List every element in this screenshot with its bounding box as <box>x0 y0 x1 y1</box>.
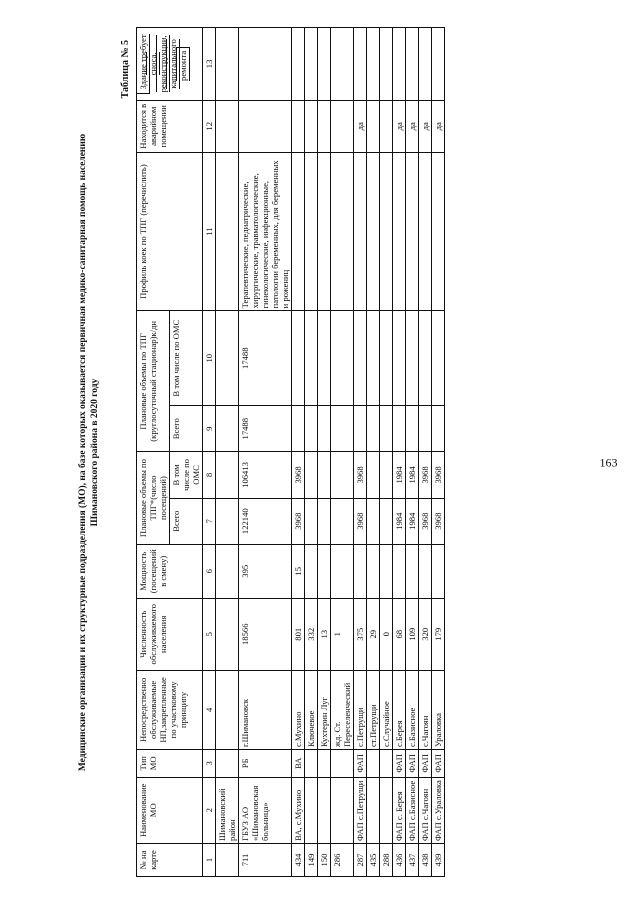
cell-c11: Терапевтические, педиатрические, хирургические, травматологические, гинекологические, инфекционные, патологии беременных, для беременных и рожениц <box>239 152 292 311</box>
cell-c4: с.Случайное <box>380 670 393 749</box>
cell-c3 <box>305 750 318 778</box>
cell-c10 <box>367 311 380 406</box>
cell-c9 <box>305 406 318 452</box>
cell-c9 <box>380 406 393 452</box>
cell-c10 <box>406 311 419 406</box>
table-row <box>380 28 393 877</box>
cell-c4: жд. Ст. Переселенческий <box>331 670 354 749</box>
cell-c9 <box>432 406 445 452</box>
cell-c11 <box>432 152 445 311</box>
cell-c5: 29 <box>367 598 380 670</box>
cell-c3 <box>318 750 331 778</box>
col-num: 4 <box>203 670 216 749</box>
cell-c7 <box>318 498 331 544</box>
cell-c9 <box>216 406 239 452</box>
cell-c12 <box>292 100 305 152</box>
header-emergency-premises: Находится в аварийном помещении <box>137 100 203 152</box>
cell-c12 <box>239 100 292 152</box>
header-inpatient-total: Всего <box>170 406 203 452</box>
cell-c13 <box>393 28 406 101</box>
cell-c7 <box>367 498 380 544</box>
cell-c13 <box>318 28 331 101</box>
cell-c10 <box>419 311 432 406</box>
cell-c4: с.Мухино <box>292 670 305 749</box>
cell-c12: да <box>406 100 419 152</box>
table-label: Таблица № 5 <box>120 40 131 99</box>
cell-c12 <box>216 100 239 152</box>
cell-c7: 1984 <box>406 498 419 544</box>
cell-c7 <box>380 498 393 544</box>
table-row <box>393 28 406 877</box>
cell-c7: 3968 <box>419 498 432 544</box>
table-row <box>406 28 419 877</box>
cell-c1: 434 <box>292 843 305 876</box>
header-population: Численность обслуживаемого населения <box>137 598 203 670</box>
cell-c10 <box>216 311 239 406</box>
table-row <box>419 28 432 877</box>
cell-c11 <box>216 152 239 311</box>
cell-c7: 3968 <box>292 498 305 544</box>
cell-c2: ФАП с.Ураловка <box>432 777 445 843</box>
cell-c13 <box>216 28 239 101</box>
cell-c8: 3968 <box>354 452 367 498</box>
cell-c9 <box>419 406 432 452</box>
cell-c6 <box>331 544 354 598</box>
col-num: 6 <box>203 544 216 598</box>
cell-c8: 3968 <box>419 452 432 498</box>
cell-c12: да <box>354 100 367 152</box>
cell-c11 <box>354 152 367 311</box>
cell-c5: 1 <box>331 598 354 670</box>
cell-c1: 286 <box>331 843 354 876</box>
col-num: 12 <box>203 100 216 152</box>
medical-organizations-table <box>136 27 445 877</box>
cell-c11 <box>419 152 432 311</box>
header-visits-total: Всего <box>170 498 203 544</box>
cell-c4 <box>216 670 239 749</box>
cell-c4: ст.Петрущи <box>367 670 380 749</box>
cell-c9: 17488 <box>239 406 292 452</box>
cell-c2 <box>380 777 393 843</box>
cell-c1: 435 <box>367 843 380 876</box>
cell-c4: с.Петрущи <box>354 670 367 749</box>
cell-c3: ФАП <box>393 750 406 778</box>
column-numbers-row <box>203 28 216 877</box>
cell-c7: 1984 <box>393 498 406 544</box>
table-row <box>239 28 292 877</box>
cell-c2: ФАП с.Петрущи <box>354 777 367 843</box>
cell-c13 <box>367 28 380 101</box>
cell-c11 <box>406 152 419 311</box>
table-row <box>292 28 305 877</box>
header-needs-repair <box>137 28 203 101</box>
table-row <box>331 28 354 877</box>
cell-c4: Ключевое <box>305 670 318 749</box>
table-row <box>305 28 318 877</box>
header-mo-type: Тип МО <box>137 750 203 778</box>
cell-c1: 711 <box>239 843 292 876</box>
cell-c1: 288 <box>380 843 393 876</box>
cell-c2: ВА, с.Мухино <box>292 777 305 843</box>
cell-c13 <box>239 28 292 101</box>
cell-c3: ФАП <box>406 750 419 778</box>
cell-c5: 320 <box>419 598 432 670</box>
cell-c8: 1984 <box>406 452 419 498</box>
cell-c7: 3968 <box>432 498 445 544</box>
cell-c2: Шимановский район <box>216 777 239 843</box>
cell-c13 <box>406 28 419 101</box>
cell-c6 <box>216 544 239 598</box>
cell-c3: ВА <box>292 750 305 778</box>
cell-c6 <box>354 544 367 598</box>
header-bed-profile: Профиль коек по ТПГ (перечислить) <box>137 152 203 311</box>
cell-c6: 395 <box>239 544 292 598</box>
cell-c2: ФАП с.Чагоян <box>419 777 432 843</box>
cell-c5: 18566 <box>239 598 292 670</box>
cell-c9 <box>393 406 406 452</box>
cell-c1: 437 <box>406 843 419 876</box>
cell-c8 <box>331 452 354 498</box>
cell-c8 <box>367 452 380 498</box>
cell-c2 <box>305 777 318 843</box>
cell-c4: с.Чагоян <box>419 670 432 749</box>
cell-c10 <box>380 311 393 406</box>
cell-c13 <box>305 28 318 101</box>
cell-c7 <box>331 498 354 544</box>
cell-c3: ФАП <box>432 750 445 778</box>
header-capacity: Мощность (посещений в смену) <box>137 544 203 598</box>
cell-c2 <box>331 777 354 843</box>
cell-c12: да <box>419 100 432 152</box>
page-number: 163 <box>599 455 618 470</box>
cell-c12 <box>380 100 393 152</box>
col-num: 2 <box>203 777 216 843</box>
cell-c2: ФАП с.Базисное <box>406 777 419 843</box>
cell-c1 <box>216 843 239 876</box>
cell-c6 <box>305 544 318 598</box>
cell-c12 <box>305 100 318 152</box>
col-num: 9 <box>203 406 216 452</box>
cell-c12 <box>367 100 380 152</box>
cell-c10 <box>305 311 318 406</box>
cell-c12 <box>318 100 331 152</box>
cell-c3: РБ <box>239 750 292 778</box>
cell-c4: с.Базисное <box>406 670 419 749</box>
cell-c11 <box>393 152 406 311</box>
cell-c10 <box>331 311 354 406</box>
cell-c1: 149 <box>305 843 318 876</box>
cell-c4: с.Берея <box>393 670 406 749</box>
cell-c10 <box>432 311 445 406</box>
cell-c5: 375 <box>354 598 367 670</box>
cell-c12: да <box>432 100 445 152</box>
cell-c10 <box>318 311 331 406</box>
cell-c13 <box>292 28 305 101</box>
cell-c8: 3968 <box>432 452 445 498</box>
cell-c6: 15 <box>292 544 305 598</box>
cell-c3 <box>380 750 393 778</box>
cell-c13 <box>354 28 367 101</box>
cell-c6 <box>393 544 406 598</box>
header-planned-visits: Плановые объемы по ТПГ*(число посещений) <box>137 452 170 545</box>
cell-c3: ФАП <box>354 750 367 778</box>
header-row <box>137 28 170 877</box>
col-num: 7 <box>203 498 216 544</box>
cell-c9 <box>318 406 331 452</box>
table-row <box>216 28 239 877</box>
cell-c2 <box>318 777 331 843</box>
cell-c13 <box>432 28 445 101</box>
table-row <box>367 28 380 877</box>
col-num: 1 <box>203 843 216 876</box>
cell-c7: 3968 <box>354 498 367 544</box>
header-inpatient-oms: В том числе по ОМС <box>170 311 203 406</box>
col-num: 13 <box>203 28 216 101</box>
cell-c6 <box>367 544 380 598</box>
cell-c8 <box>318 452 331 498</box>
cell-c2: ГБУЗ АО «Шимановская больница» <box>239 777 292 843</box>
cell-c9 <box>367 406 380 452</box>
cell-c7 <box>216 498 239 544</box>
cell-c12: да <box>393 100 406 152</box>
header-needs-repair-text: Здание требует сноса, реконструкции, капитального ремонта <box>138 34 188 93</box>
cell-c6 <box>318 544 331 598</box>
cell-c5: 109 <box>406 598 419 670</box>
document-title: Медицинские организации и их структурные подразделения (МО), на базе которых оказывается первичная медико-санитарная помощь населению <box>78 133 88 772</box>
table-body <box>216 28 445 877</box>
cell-c11 <box>331 152 354 311</box>
cell-c10: 17488 <box>239 311 292 406</box>
cell-c5: 801 <box>292 598 305 670</box>
cell-c7: 122140 <box>239 498 292 544</box>
cell-c1: 287 <box>354 843 367 876</box>
cell-c11 <box>367 152 380 311</box>
col-num: 5 <box>203 598 216 670</box>
table-row <box>318 28 331 877</box>
cell-c11 <box>380 152 393 311</box>
cell-c9 <box>292 406 305 452</box>
col-num: 11 <box>203 152 216 311</box>
cell-c8: 106413 <box>239 452 292 498</box>
cell-c6 <box>419 544 432 598</box>
cell-c5: 68 <box>393 598 406 670</box>
document-title-line2: Шимановского района в 2020 году <box>90 378 100 527</box>
col-num: 8 <box>203 452 216 498</box>
cell-c10 <box>393 311 406 406</box>
cell-c5: 0 <box>380 598 393 670</box>
table-row <box>432 28 445 877</box>
cell-c5 <box>216 598 239 670</box>
cell-c6 <box>380 544 393 598</box>
cell-c8: 3968 <box>292 452 305 498</box>
cell-c2 <box>367 777 380 843</box>
cell-c3: ФАП <box>419 750 432 778</box>
cell-c13 <box>331 28 354 101</box>
cell-c3 <box>331 750 354 778</box>
cell-c11 <box>318 152 331 311</box>
table-row <box>354 28 367 877</box>
cell-c13 <box>380 28 393 101</box>
cell-c3 <box>216 750 239 778</box>
cell-c1: 438 <box>419 843 432 876</box>
header-map-number: № на карте <box>137 843 203 876</box>
cell-c10 <box>292 311 305 406</box>
cell-c8: 1984 <box>393 452 406 498</box>
header-served-settlements: Непосредственно обслуживаемые НП,закрепленные по участковому принципу <box>137 670 203 749</box>
cell-c7 <box>305 498 318 544</box>
cell-c6 <box>406 544 419 598</box>
cell-c1: 439 <box>432 843 445 876</box>
cell-c4: Кухтерин Луг <box>318 670 331 749</box>
col-num: 3 <box>203 750 216 778</box>
cell-c6 <box>432 544 445 598</box>
header-planned-inpatient: Плановые объемы по ТПГ (круглосуточный стационар)к/дн <box>137 311 170 452</box>
cell-c9 <box>406 406 419 452</box>
cell-c11 <box>292 152 305 311</box>
cell-c1: 436 <box>393 843 406 876</box>
cell-c4: г.Шимановск <box>239 670 292 749</box>
cell-c8 <box>380 452 393 498</box>
cell-c9 <box>331 406 354 452</box>
cell-c8 <box>305 452 318 498</box>
header-mo-name: Наименование МО <box>137 777 203 843</box>
cell-c10 <box>354 311 367 406</box>
cell-c1: 150 <box>318 843 331 876</box>
cell-c12 <box>331 100 354 152</box>
cell-c5: 332 <box>305 598 318 670</box>
cell-c13 <box>419 28 432 101</box>
cell-c9 <box>354 406 367 452</box>
cell-c4: Ураловка <box>432 670 445 749</box>
cell-c3 <box>367 750 380 778</box>
cell-c8 <box>216 452 239 498</box>
header-visits-oms: В том числе по ОМС <box>170 452 203 498</box>
col-num: 10 <box>203 311 216 406</box>
cell-c5: 179 <box>432 598 445 670</box>
cell-c2: ФАП с. Берея <box>393 777 406 843</box>
cell-c5: 13 <box>318 598 331 670</box>
cell-c11 <box>305 152 318 311</box>
